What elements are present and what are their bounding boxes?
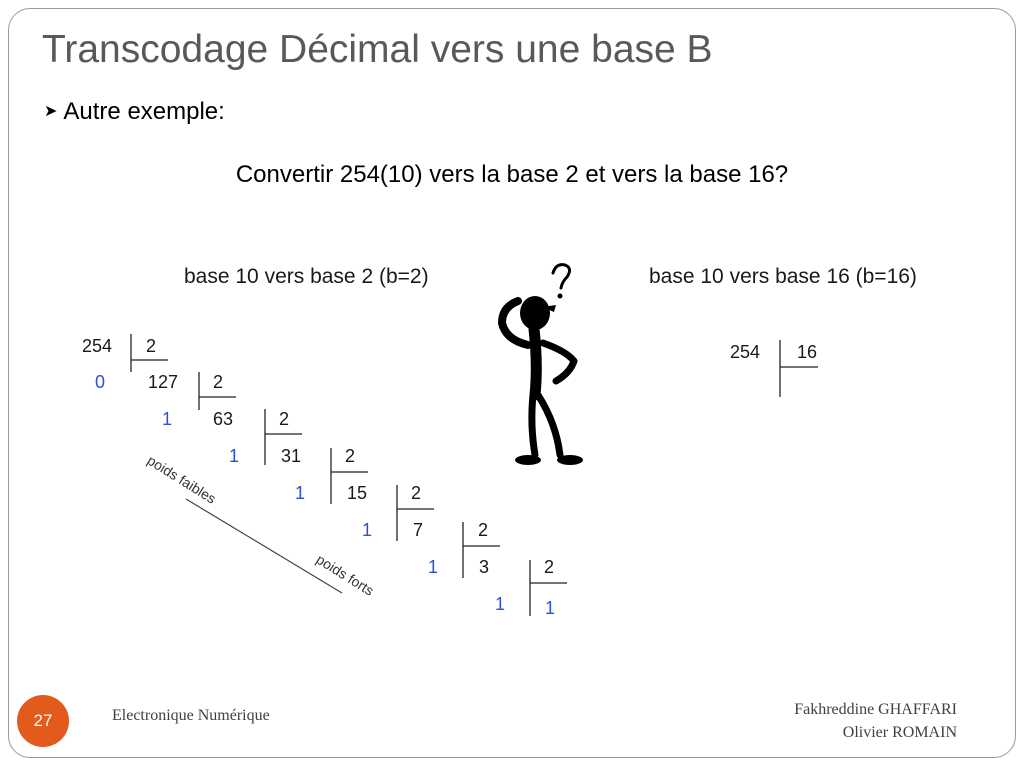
quotient-1: 63 <box>213 409 234 429</box>
divisor-16: 16 <box>797 342 818 362</box>
author-1: Fakhreddine GHAFFARI <box>794 701 957 718</box>
heading-base2: base 10 vers base 2 (b=2) <box>184 265 429 288</box>
label-poids-forts: poids forts <box>313 551 377 599</box>
heading-base16: base 10 vers base 16 (b=16) <box>649 265 917 288</box>
author-2: Olivier ROMAIN <box>842 724 957 741</box>
authors-block <box>794 698 957 744</box>
divisor-step-5: 2 <box>478 520 489 540</box>
page-number-badge: 27 <box>17 695 69 747</box>
quotient-3: 15 <box>347 483 368 503</box>
quotient-2: 31 <box>281 446 302 466</box>
bullet-text: Autre exemple: <box>63 98 225 125</box>
dividend-254-hex: 254 <box>730 342 761 362</box>
quotient-4: 7 <box>413 520 424 540</box>
remainder-0: 0 <box>95 372 106 392</box>
divisor-step-2: 2 <box>279 409 290 429</box>
remainder-6: 1 <box>495 594 506 614</box>
remainder-4: 1 <box>362 520 373 540</box>
thinking-figure-icon <box>488 255 598 470</box>
question-text: Convertir 254(10) vers la base 2 et vers la base 16? <box>235 161 789 188</box>
divisor-step-3: 2 <box>345 446 356 466</box>
course-title: Electronique Numérique <box>112 707 270 724</box>
divisor-step-4: 2 <box>411 483 422 503</box>
divisor-step-0: 2 <box>146 336 157 356</box>
quotient-5: 3 <box>479 557 490 577</box>
quotient-0: 127 <box>148 372 179 392</box>
arrow-bullet-icon: ➤ <box>44 103 58 120</box>
remainder-2: 1 <box>229 446 240 466</box>
dividend-254: 254 <box>82 336 113 356</box>
divisor-step-6: 2 <box>544 557 555 577</box>
divisor-step-1: 2 <box>213 372 224 392</box>
quotient-6: 1 <box>545 598 556 618</box>
remainder-3: 1 <box>295 483 306 503</box>
label-poids-faibles: poids faibles <box>144 452 220 507</box>
slide-title: Transcodage Décimal vers une base B <box>42 28 713 71</box>
remainder-5: 1 <box>428 557 439 577</box>
remainder-1: 1 <box>162 409 173 429</box>
